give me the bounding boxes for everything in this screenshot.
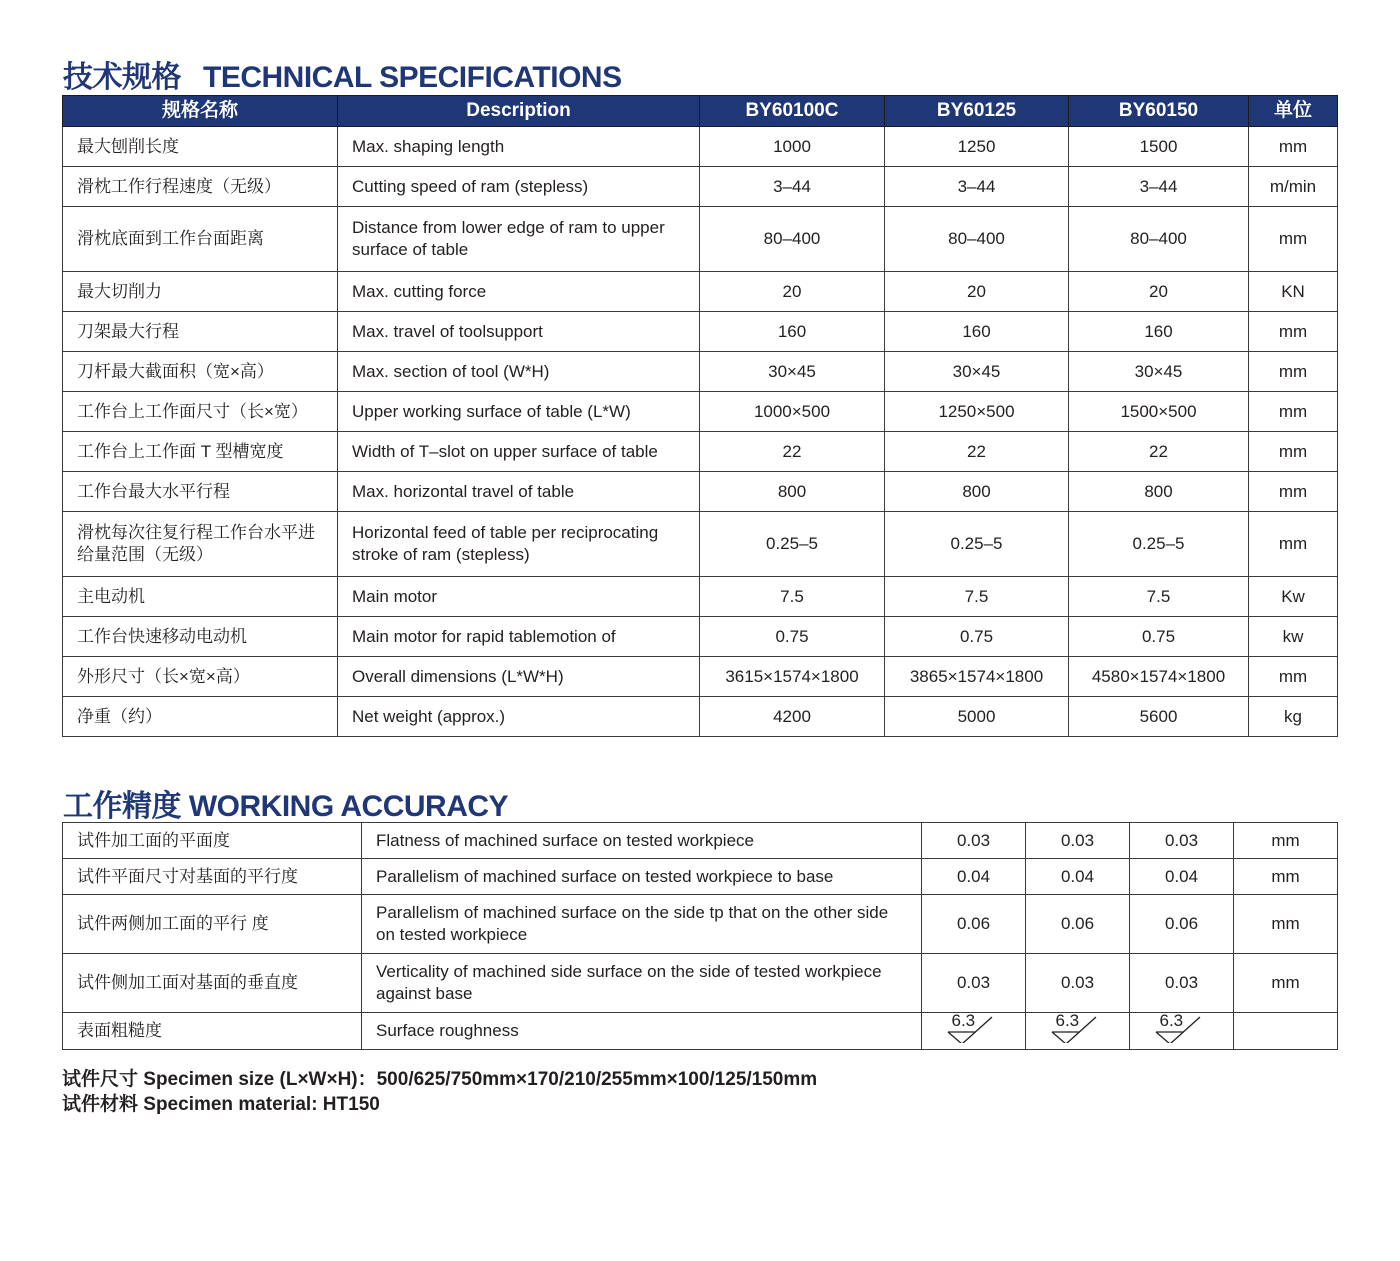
spec-description: Overall dimensions (L*W*H) xyxy=(338,657,700,697)
accuracy-value: 0.03 xyxy=(1130,823,1234,859)
spec-unit: mm xyxy=(1249,512,1338,577)
spec-value: 7.5 xyxy=(1069,577,1249,617)
accuracy-value xyxy=(1130,1013,1234,1050)
spec-name-cn: 工作台最大水平行程 xyxy=(63,472,338,512)
accuracy-row xyxy=(63,1013,1338,1050)
spec-value: 0.75 xyxy=(700,617,885,657)
accuracy-unit xyxy=(1234,1013,1338,1050)
accuracy-name-cn: 试件加工面的平面度 xyxy=(63,823,362,859)
specimen-material-note: 试件材料 Specimen material: HT150 xyxy=(62,1094,380,1115)
spec-unit: m/min xyxy=(1249,167,1338,207)
accuracy-value xyxy=(1026,1013,1130,1050)
spec-description: Distance from lower edge of ram to upper surface of table xyxy=(338,207,700,272)
surface-roughness-symbol-icon xyxy=(946,1013,1002,1043)
spec-description: Horizontal feed of table per reciprocating stroke of ram (stepless) xyxy=(338,512,700,577)
spec-row xyxy=(63,472,1338,512)
accuracy-table xyxy=(62,822,1338,1050)
spec-unit: kw xyxy=(1249,617,1338,657)
spec-name-cn: 主电动机 xyxy=(63,577,338,617)
spec-row xyxy=(63,167,1338,207)
spec-value: 1250×500 xyxy=(885,392,1069,432)
spec-value: 800 xyxy=(1069,472,1249,512)
spec-name-cn: 工作台快速移动电动机 xyxy=(63,617,338,657)
spec-value: 0.75 xyxy=(885,617,1069,657)
accuracy-value: 0.03 xyxy=(1026,823,1130,859)
surface-roughness-symbol-icon xyxy=(1154,1013,1210,1043)
spec-row xyxy=(63,617,1338,657)
spec-table xyxy=(62,95,1338,737)
spec-row xyxy=(63,697,1338,737)
spec-value: 4200 xyxy=(700,697,885,737)
spec-value: 20 xyxy=(885,272,1069,312)
accuracy-value: 0.03 xyxy=(1130,954,1234,1013)
spec-name-cn: 最大切削力 xyxy=(63,272,338,312)
spec-name-cn: 外形尺寸（长×宽×高） xyxy=(63,657,338,697)
spec-value: 0.25–5 xyxy=(885,512,1069,577)
spec-name-cn: 刀杆最大截面积（宽×高） xyxy=(63,352,338,392)
accuracy-name-cn: 试件平面尺寸对基面的平行度 xyxy=(63,859,362,895)
spec-description: Max. shaping length xyxy=(338,127,700,167)
roughness-value: 6.3 xyxy=(951,1011,976,1030)
spec-value: 4580×1574×1800 xyxy=(1069,657,1249,697)
spec-unit: mm xyxy=(1249,127,1338,167)
spec-name-cn: 净重（约） xyxy=(63,697,338,737)
header-description: Description xyxy=(338,96,700,127)
spec-unit: Kw xyxy=(1249,577,1338,617)
accuracy-description: Parallelism of machined surface on the side tp that on the other side on tested workpiece xyxy=(362,895,922,954)
specimen-size-note: 试件尺寸 Specimen size (L×W×H)：500/625/750mm×170/210/255mm×100/125/150mm xyxy=(62,1069,818,1090)
accuracy-value: 0.04 xyxy=(1026,859,1130,895)
spec-value: 22 xyxy=(700,432,885,472)
accuracy-unit: mm xyxy=(1234,895,1338,954)
roughness-value: 6.3 xyxy=(1055,1011,1080,1030)
spec-row xyxy=(63,352,1338,392)
spec-unit: mm xyxy=(1249,392,1338,432)
spec-unit: mm xyxy=(1249,432,1338,472)
spec-unit: mm xyxy=(1249,472,1338,512)
spec-value: 0.25–5 xyxy=(1069,512,1249,577)
spec-row xyxy=(63,207,1338,272)
accuracy-row xyxy=(63,954,1338,1013)
accuracy-value: 0.04 xyxy=(1130,859,1234,895)
spec-value: 0.75 xyxy=(1069,617,1249,657)
spec-unit: kg xyxy=(1249,697,1338,737)
spec-value: 160 xyxy=(700,312,885,352)
spec-unit: KN xyxy=(1249,272,1338,312)
accuracy-value: 0.03 xyxy=(922,823,1026,859)
spec-value: 3–44 xyxy=(1069,167,1249,207)
spec-description: Max. section of tool (W*H) xyxy=(338,352,700,392)
spec-value: 3615×1574×1800 xyxy=(700,657,885,697)
spec-value: 80–400 xyxy=(700,207,885,272)
spec-value: 7.5 xyxy=(700,577,885,617)
spec-header-row xyxy=(63,96,1338,127)
accuracy-row xyxy=(63,859,1338,895)
spec-name-cn: 刀架最大行程 xyxy=(63,312,338,352)
spec-title-en: TECHNICAL SPECIFICATIONS xyxy=(203,61,622,94)
spec-title-cn: 技术规格 xyxy=(63,61,181,94)
spec-row xyxy=(63,432,1338,472)
accuracy-unit: mm xyxy=(1234,859,1338,895)
accuracy-row xyxy=(63,895,1338,954)
spec-value: 1000×500 xyxy=(700,392,885,432)
accuracy-section-title xyxy=(63,781,508,825)
spec-value: 30×45 xyxy=(1069,352,1249,392)
accuracy-description: Parallelism of machined surface on tested workpiece to base xyxy=(362,859,922,895)
spec-value: 3–44 xyxy=(885,167,1069,207)
header-unit: 单位 xyxy=(1249,96,1338,127)
accuracy-value: 0.03 xyxy=(922,954,1026,1013)
accuracy-name-cn: 表面粗糙度 xyxy=(63,1013,362,1050)
spec-row xyxy=(63,272,1338,312)
spec-description: Upper working surface of table (L*W) xyxy=(338,392,700,432)
spec-row xyxy=(63,512,1338,577)
spec-description: Main motor for rapid tablemotion of xyxy=(338,617,700,657)
spec-value: 3865×1574×1800 xyxy=(885,657,1069,697)
spec-value: 800 xyxy=(885,472,1069,512)
accuracy-unit: mm xyxy=(1234,823,1338,859)
header-model: BY60125 xyxy=(885,96,1069,127)
accuracy-description: Surface roughness xyxy=(362,1013,922,1050)
spec-value: 160 xyxy=(885,312,1069,352)
spec-value: 80–400 xyxy=(1069,207,1249,272)
spec-description: Cutting speed of ram (stepless) xyxy=(338,167,700,207)
header-name-cn: 规格名称 xyxy=(63,96,338,127)
spec-value: 0.25–5 xyxy=(700,512,885,577)
spec-name-cn: 滑枕工作行程速度（无级） xyxy=(63,167,338,207)
roughness-value: 6.3 xyxy=(1159,1011,1184,1030)
accuracy-value xyxy=(922,1013,1026,1050)
spec-value: 20 xyxy=(700,272,885,312)
surface-roughness-symbol-icon xyxy=(1050,1013,1106,1043)
spec-value: 22 xyxy=(885,432,1069,472)
spec-value: 22 xyxy=(1069,432,1249,472)
spec-value: 30×45 xyxy=(885,352,1069,392)
accuracy-value: 0.03 xyxy=(1026,954,1130,1013)
header-model: BY60100C xyxy=(700,96,885,127)
spec-value: 30×45 xyxy=(700,352,885,392)
spec-unit: mm xyxy=(1249,312,1338,352)
spec-section-title xyxy=(63,52,622,96)
spec-description: Max. horizontal travel of table xyxy=(338,472,700,512)
spec-row xyxy=(63,392,1338,432)
spec-value: 5600 xyxy=(1069,697,1249,737)
spec-row xyxy=(63,577,1338,617)
spec-value: 5000 xyxy=(885,697,1069,737)
spec-name-cn: 工作台上工作面尺寸（长×宽） xyxy=(63,392,338,432)
accuracy-name-cn: 试件侧加工面对基面的垂直度 xyxy=(63,954,362,1013)
spec-value: 20 xyxy=(1069,272,1249,312)
spec-description: Main motor xyxy=(338,577,700,617)
spec-row xyxy=(63,312,1338,352)
header-model: BY60150 xyxy=(1069,96,1249,127)
spec-description: Max. cutting force xyxy=(338,272,700,312)
spec-value: 160 xyxy=(1069,312,1249,352)
spec-value: 1000 xyxy=(700,127,885,167)
spec-value: 7.5 xyxy=(885,577,1069,617)
accuracy-value: 0.06 xyxy=(1026,895,1130,954)
spec-value: 1500 xyxy=(1069,127,1249,167)
accuracy-description: Verticality of machined side surface on the side of tested workpiece against base xyxy=(362,954,922,1013)
spec-description: Width of T–slot on upper surface of table xyxy=(338,432,700,472)
accuracy-row xyxy=(63,823,1338,859)
spec-unit: mm xyxy=(1249,352,1338,392)
spec-description: Max. travel of toolsupport xyxy=(338,312,700,352)
accuracy-name-cn: 试件两侧加工面的平行 度 xyxy=(63,895,362,954)
spec-unit: mm xyxy=(1249,657,1338,697)
spec-value: 3–44 xyxy=(700,167,885,207)
accuracy-value: 0.06 xyxy=(1130,895,1234,954)
spec-unit: mm xyxy=(1249,207,1338,272)
spec-value: 1500×500 xyxy=(1069,392,1249,432)
accuracy-value: 0.04 xyxy=(922,859,1026,895)
accuracy-title-en: WORKING ACCURACY xyxy=(188,790,509,823)
spec-value: 80–400 xyxy=(885,207,1069,272)
spec-description: Net weight (approx.) xyxy=(338,697,700,737)
accuracy-value: 0.06 xyxy=(922,895,1026,954)
spec-value: 1250 xyxy=(885,127,1069,167)
spec-name-cn: 滑枕底面到工作台面距离 xyxy=(63,207,338,272)
spec-row xyxy=(63,127,1338,167)
spec-row xyxy=(63,657,1338,697)
accuracy-title-cn: 工作精度 xyxy=(63,790,181,823)
spec-name-cn: 工作台上工作面 T 型槽宽度 xyxy=(63,432,338,472)
accuracy-description: Flatness of machined surface on tested workpiece xyxy=(362,823,922,859)
accuracy-unit: mm xyxy=(1234,954,1338,1013)
spec-name-cn: 最大刨削长度 xyxy=(63,127,338,167)
spec-name-cn: 滑枕每次往复行程工作台水平进给量范围（无级） xyxy=(63,512,338,577)
spec-value: 800 xyxy=(700,472,885,512)
